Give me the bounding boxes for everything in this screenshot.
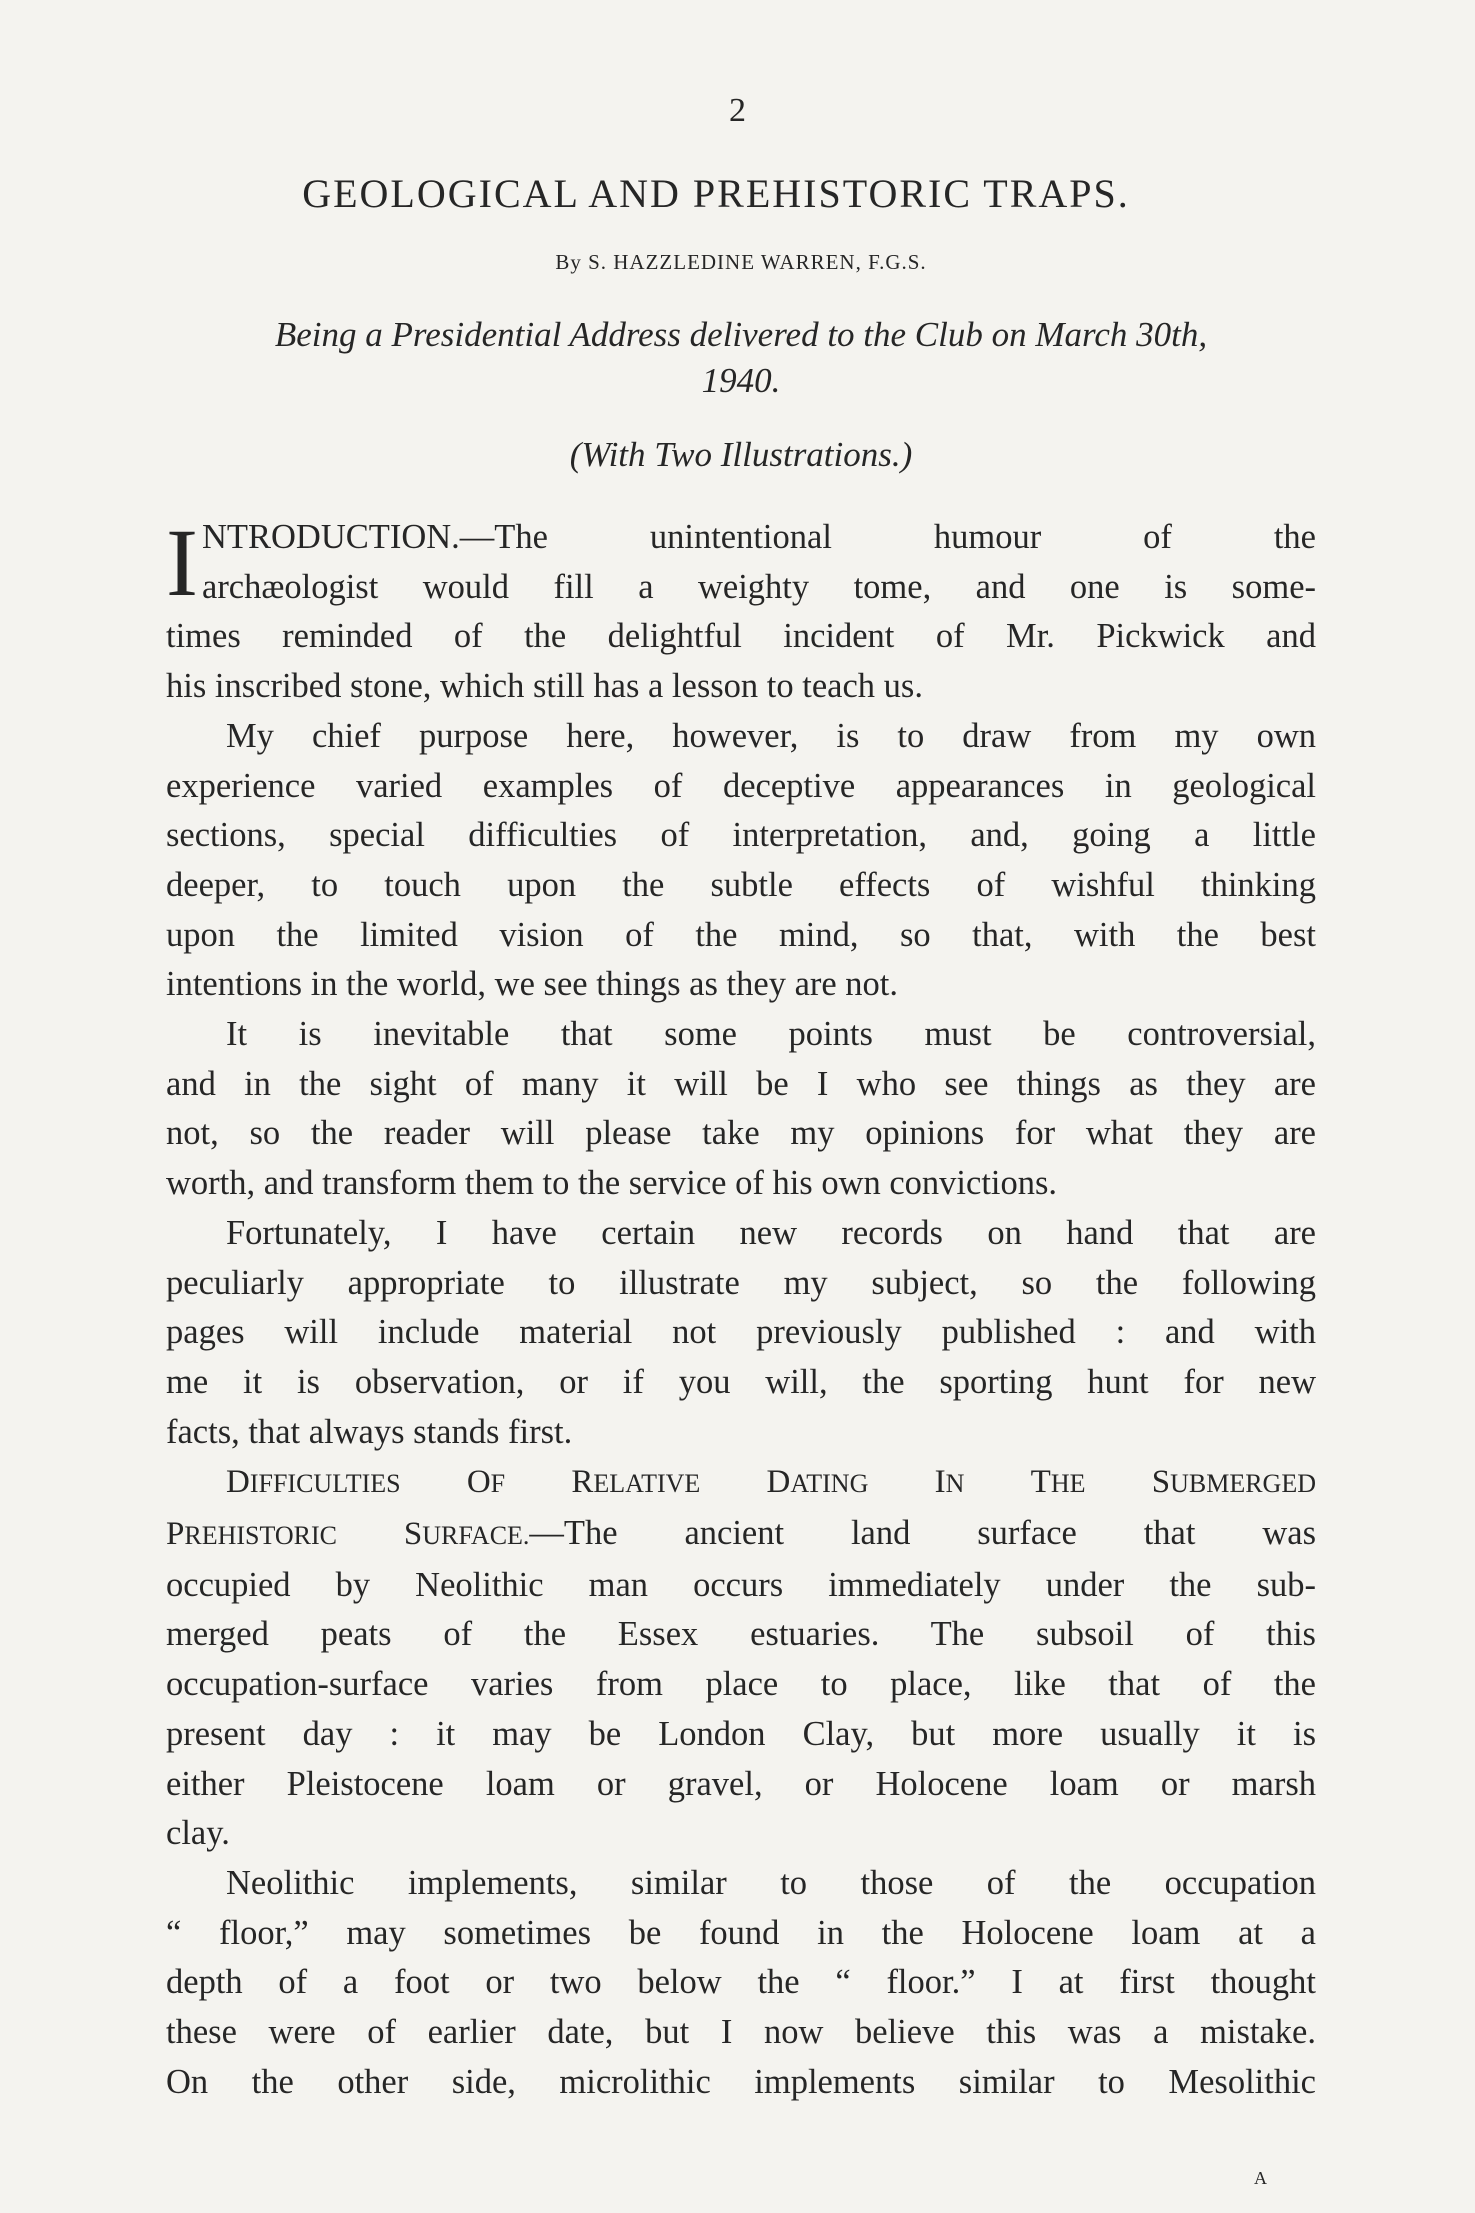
text-line: experience varied examples of deceptive appearances in geological <box>166 766 1316 805</box>
text-line: depth of a foot or two below the “ floor.” I at first thought <box>166 1963 1316 2002</box>
text-line: either Pleistocene loam or gravel, or Holocene loam or marsh <box>166 1764 1316 1803</box>
article-body <box>166 509 1316 2108</box>
text-line: peculiarly appropriate to illustrate my subject, so the following <box>166 1263 1316 1302</box>
text-line: intentions in the world, we see things as they are not. <box>166 965 899 1004</box>
text-fragment: —The ancient land surface that was <box>529 1514 1316 1553</box>
subtitle-line: Being a Presidential Address delivered to the Club on March 30th, <box>274 315 1208 354</box>
paragraph <box>166 712 1316 1010</box>
text-line: and in the sight of many it will be I who see things as they are <box>166 1064 1316 1103</box>
text-line: It is inevitable that some points must be controversial, <box>226 1015 1316 1054</box>
paragraph-section <box>166 1457 1316 1859</box>
signature-mark: A <box>1254 2168 1267 2188</box>
text-line: Neolithic implements, similar to those of the occupation <box>226 1863 1316 1902</box>
illustrations-note: (With Two Illustrations.) <box>569 435 913 474</box>
author-byline: By S. HAZZLEDINE WARREN, F.G.S. <box>555 250 927 274</box>
text-line: upon the limited vision of the mind, so that, with the best <box>166 915 1316 954</box>
text-line: “ floor,” may sometimes be found in the Holocene loam at a <box>166 1913 1316 1952</box>
text-line: Fortunately, I have certain new records on hand that are <box>226 1213 1316 1252</box>
text-line: merged peats of the Essex estuaries. The subsoil of this <box>166 1615 1316 1654</box>
text-line <box>166 1509 1316 1561</box>
text-line: not, so the reader will please take my opinions for what they are <box>166 1114 1316 1153</box>
subtitle-line: 1940. <box>701 361 781 400</box>
paragraph <box>166 1209 1316 1458</box>
text-line: facts, that always stands first. <box>166 1412 573 1451</box>
text-line: archæologist would fill a weighty tome, and one is some- <box>202 567 1316 606</box>
text-line: deeper, to touch upon the subtle effects of wishful thinking <box>166 865 1316 904</box>
text-line: present day : it may be London Clay, but more usually it is <box>166 1714 1316 1753</box>
text-line: On the other side, microlithic implements similar to Mesolithic <box>166 2062 1316 2101</box>
paragraph <box>166 1859 1316 2108</box>
text-line: me it is observation, or if you will, the sporting hunt for new <box>166 1362 1316 1401</box>
text-line: pages will include material not previously published : and with <box>166 1313 1316 1352</box>
text-line: his inscribed stone, which still has a lesson to teach us. <box>166 667 923 706</box>
section-heading-line <box>166 1457 1316 1509</box>
text-line: clay. <box>166 1814 230 1853</box>
article-subtitle <box>166 312 1316 404</box>
section-heading: DIFFICULTIES OF RELATIVE DATING IN THE SUBMERGED <box>226 1464 1316 1501</box>
text-line: occupied by Neolithic man occurs immediately under the sub- <box>166 1565 1316 1604</box>
text-line: times reminded of the delightful incident of Mr. Pickwick and <box>166 617 1316 656</box>
paragraph <box>166 1010 1316 1209</box>
drop-cap: I <box>166 509 198 616</box>
text-line: NTRODUCTION.—The unintentional humour of the <box>202 518 1316 556</box>
text-line: occupation-surface varies from place to place, like that of the <box>166 1665 1316 1704</box>
text-line: these were of earlier date, but I now believe this was a mistake. <box>166 2013 1316 2052</box>
page-number: 2 <box>729 92 746 129</box>
article-title: GEOLOGICAL AND PREHISTORIC TRAPS. <box>302 171 1130 216</box>
text-line: My chief purpose here, however, is to draw from my own <box>226 716 1316 755</box>
section-heading: PREHISTORIC SURFACE. <box>166 1516 530 1553</box>
text-line: worth, and transform them to the service of his own convictions. <box>166 1164 1058 1203</box>
paragraph-introduction <box>166 509 1316 712</box>
text-line: sections, special difficulties of interpretation, and, going a little <box>166 816 1316 855</box>
